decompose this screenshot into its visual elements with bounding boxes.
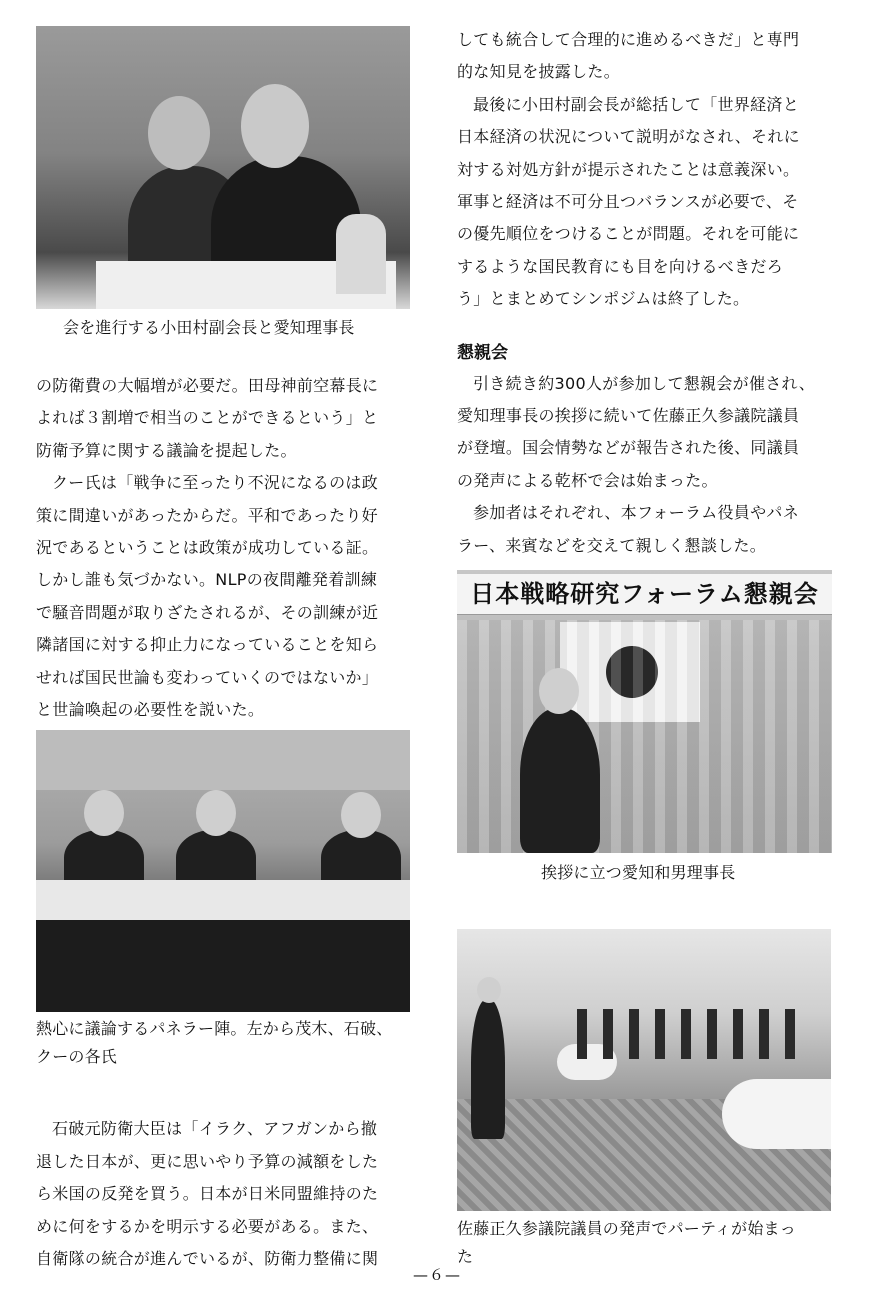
section-heading: 懇親会: [457, 342, 508, 363]
photo2-caption: [36, 1015, 414, 1071]
text-line: の優先順位をつけることが問題。それを可能に: [457, 224, 800, 244]
page-number: —６—: [412, 1266, 461, 1284]
photo-party: [457, 929, 831, 1211]
text-line: の発声による乾杯で会は始まった。: [457, 470, 718, 490]
caption-line: た: [457, 1247, 474, 1267]
text-line: ら米国の反発を買う。日本が日米同盟維持のた: [36, 1184, 379, 1204]
text-line: めに何をするかを明示する必要がある。また、: [36, 1216, 379, 1236]
caption-line: 熱心に議論するパネラー陣。左から茂木、石破、: [36, 1019, 393, 1039]
banner-text: 日本戦略研究フォーラム懇親会: [457, 574, 832, 615]
text-line: 愛知理事長の挨拶に続いて佐藤正久参議院議員: [457, 406, 800, 426]
text-line: せれば国民世論も変わっていくのではないか」: [36, 667, 379, 687]
text-line: 参加者はそれぞれ、本フォーラム役員やパネ: [473, 503, 800, 523]
text-line: 対する対処方針が提示されたことは意義深い。: [457, 159, 800, 179]
photo3-caption: 挨拶に立つ愛知和男理事長: [541, 863, 736, 883]
text-line: う」とまとめてシンポジムは終了した。: [457, 289, 750, 309]
text-line: 自衛隊の統合が進んでいるが、防衛力整備に関: [36, 1249, 379, 1269]
left-paragraph-1: [36, 370, 414, 467]
right-paragraph-4: [457, 497, 839, 562]
text-line: 最後に小田村副会長が総括して「世界経済と: [473, 94, 800, 114]
text-line: よれば３割増で相当のことができるという」と: [36, 408, 379, 428]
right-paragraph-1: [457, 24, 839, 89]
text-line: するような国民教育にも目を向けるべきだろ: [457, 256, 784, 276]
text-line: 退した日本が、更に思いやり予算の減額をした: [36, 1151, 379, 1171]
left-paragraph-3: [36, 1113, 414, 1275]
text-line: クー氏は「戦争に至ったり不況になるのは政: [52, 473, 379, 493]
text-line: しても統合して合理的に進めるべきだ」と専門: [457, 30, 800, 49]
text-line: 況であるということは政策が成功している証。: [36, 538, 379, 558]
right-column: [457, 24, 839, 1271]
text-line: 引き続き約300人が参加して懇親会が催され、: [473, 373, 816, 393]
caption-line: 佐藤正久参議院議員の発声でパーティが始まっ: [457, 1219, 796, 1239]
text-line: 隣諸国に対する抑止力になっていることを知ら: [36, 635, 379, 655]
photo-moderators: [36, 26, 410, 309]
text-line: 軍事と経済は不可分且つバランスが必要で、そ: [457, 192, 799, 212]
right-paragraph-3: [457, 368, 839, 498]
text-line: 日本経済の状況について説明がなされ、それに: [457, 127, 800, 147]
text-line: と世論喚起の必要性を説いた。: [36, 700, 265, 720]
text-line: ラー、来賓などを交えて親しく懇談した。: [457, 535, 767, 555]
text-line: 的な知見を披露した。: [457, 62, 621, 82]
photo4-caption: [457, 1215, 839, 1271]
text-line: しかし誰も気づかない。NLPの夜間離発着訓練: [36, 570, 378, 590]
photo-greeting: [457, 570, 832, 853]
left-paragraph-2: [36, 467, 414, 726]
left-column: [36, 26, 414, 1276]
photo-panelists: [36, 730, 410, 1012]
right-paragraph-2: [457, 89, 839, 316]
text-line: 策に間違いがあったからだ。平和であったり好: [36, 505, 378, 525]
text-line: の防衛費の大幅増が必要だ。田母神前空幕長に: [36, 376, 379, 395]
photo1-caption: 会を進行する小田村副会長と愛知理事長: [63, 318, 355, 337]
text-line: 防衛予算に関する議論を提起した。: [36, 440, 297, 460]
text-line: で騒音問題が取りざたされるが、その訓練が近: [36, 602, 379, 622]
text-line: 石破元防衛大臣は「イラク、アフガンから撤: [52, 1119, 378, 1139]
text-line: が登壇。国会情勢などが報告された後、同議員: [457, 438, 800, 458]
caption-line: クーの各氏: [36, 1047, 118, 1067]
